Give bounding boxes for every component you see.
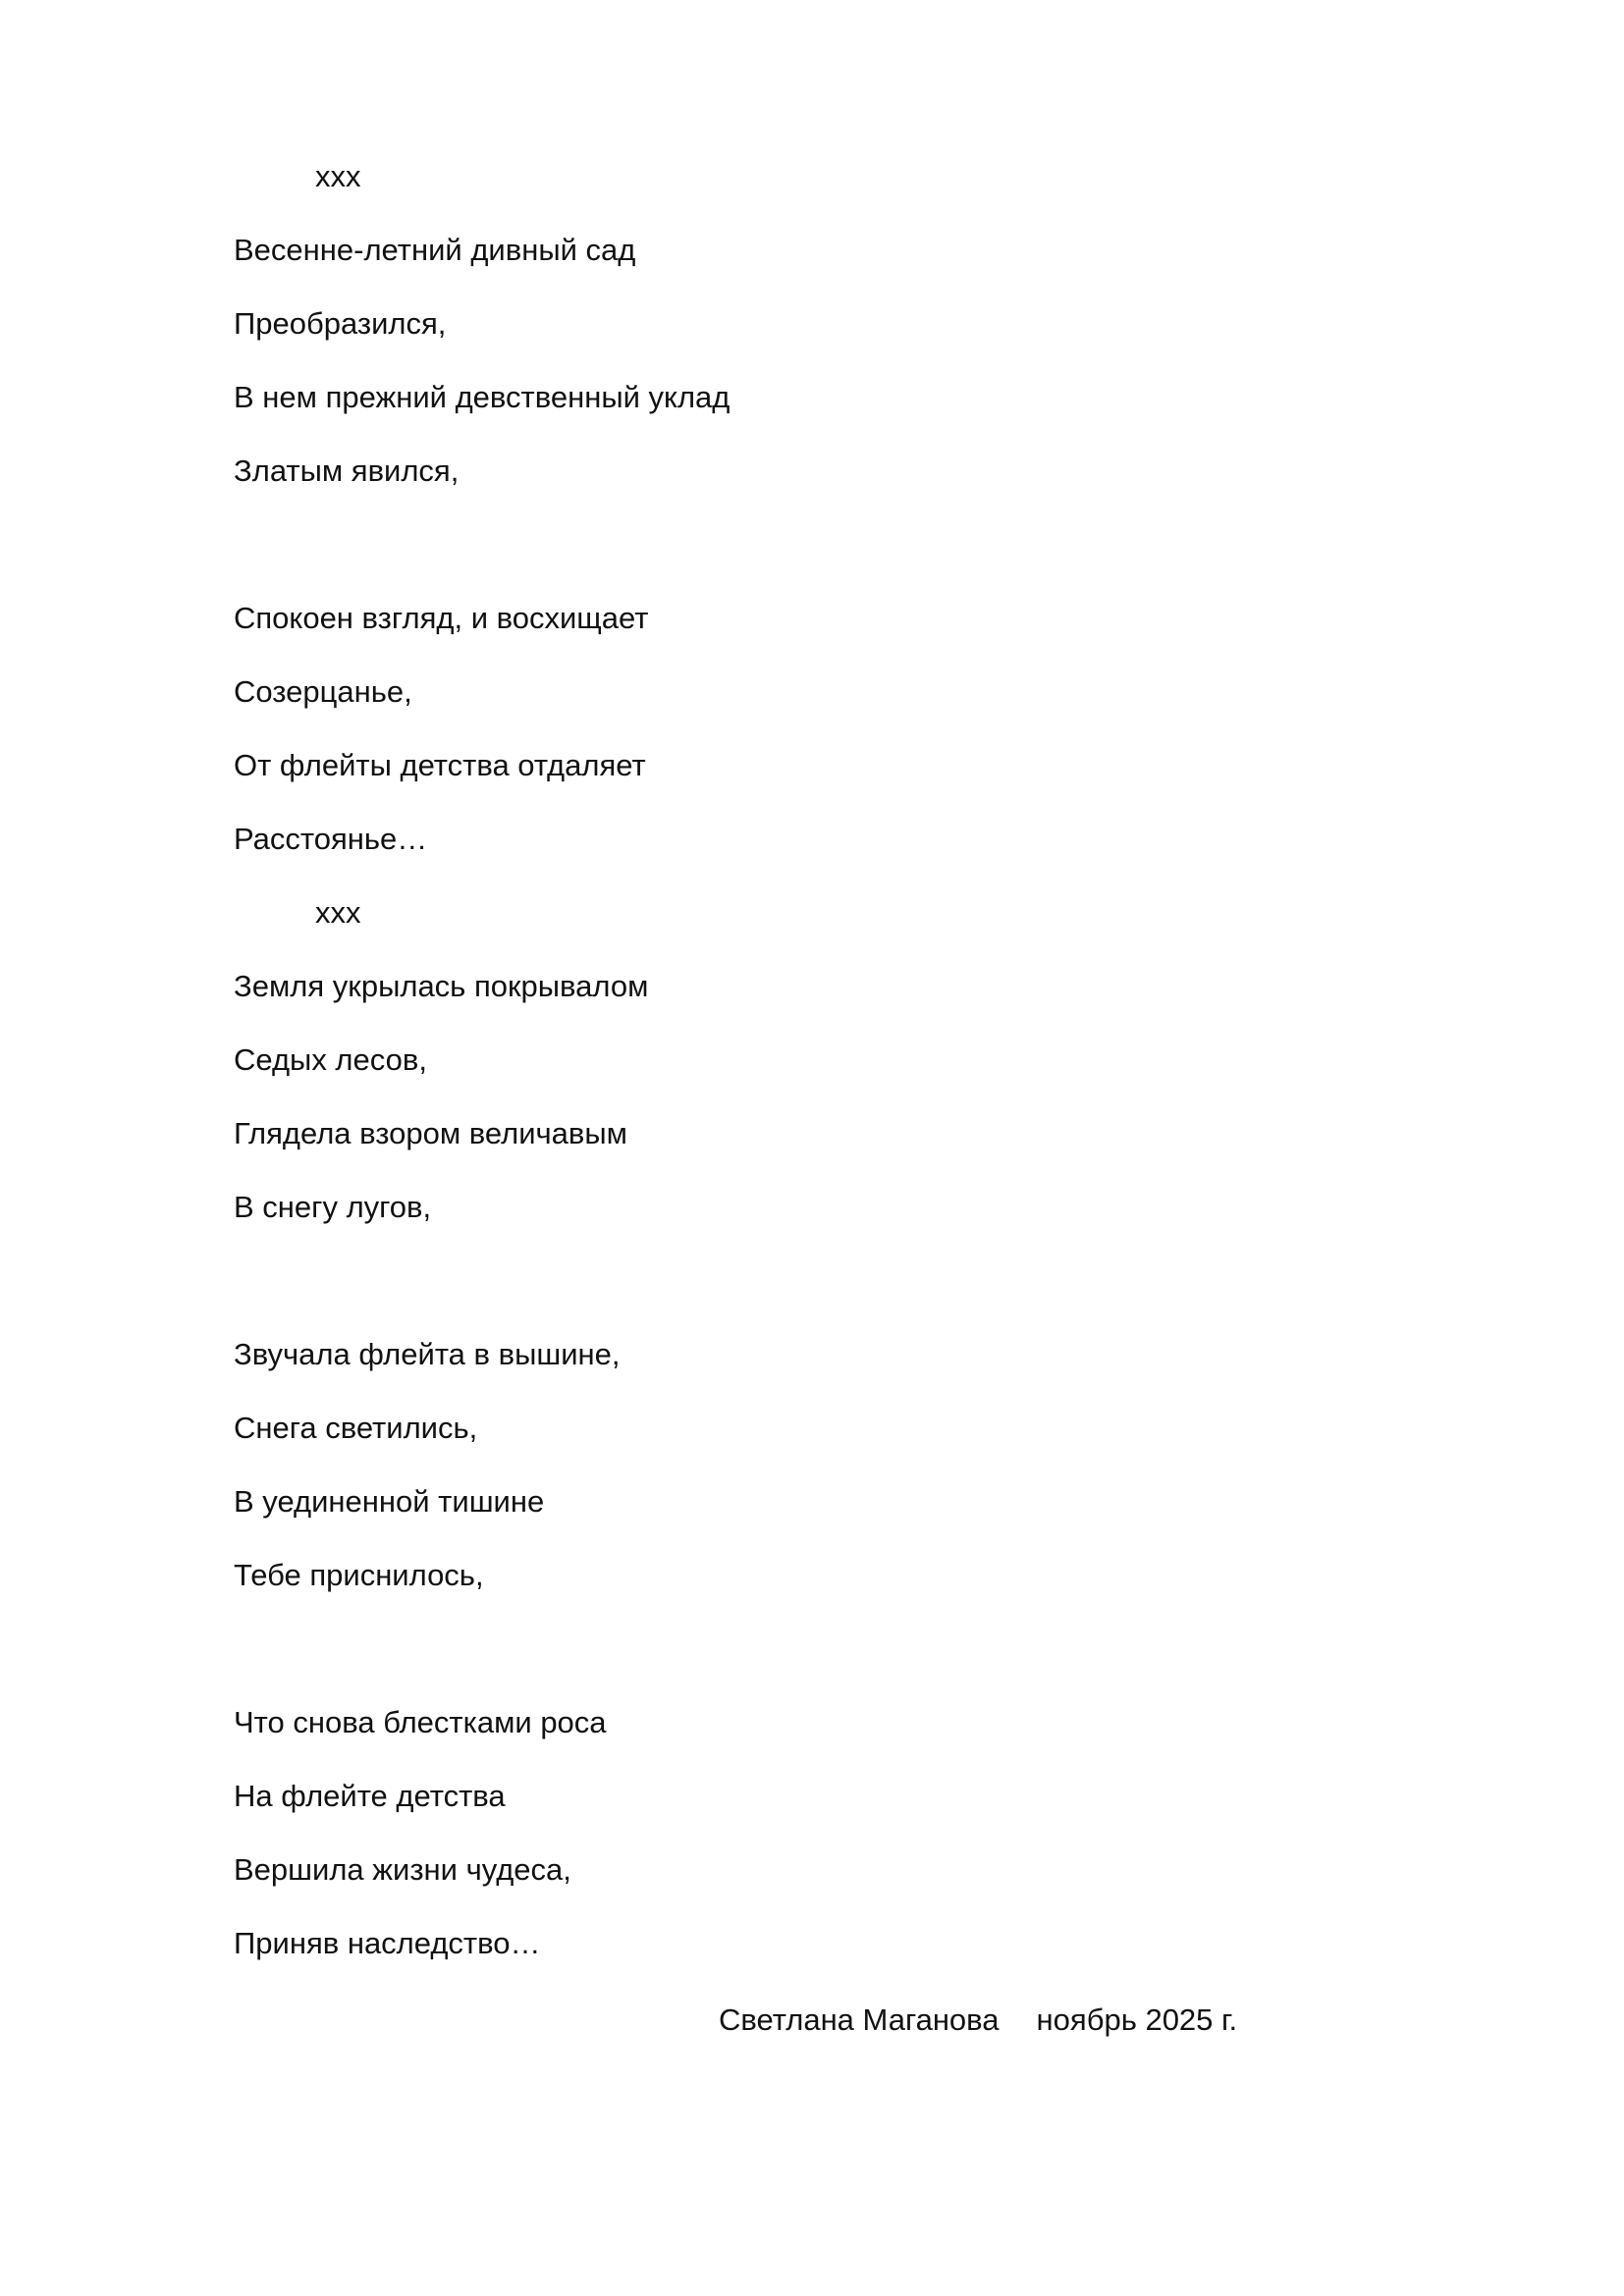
poem-line: Преобразился, bbox=[234, 306, 447, 341]
poem-line: От флейты детства отдаляет bbox=[234, 748, 646, 782]
stanza-separator: ххх bbox=[315, 159, 361, 193]
poem-line: Златым явился, bbox=[234, 454, 460, 488]
poem-line: Весенне-летний дивный сад bbox=[234, 233, 636, 267]
poem-line: Спокоен взгляд, и восхищает bbox=[234, 601, 649, 635]
stanza-gap bbox=[234, 522, 1314, 596]
poem-line: На флейте детства bbox=[234, 1779, 506, 1813]
stanza-gap bbox=[234, 1627, 1314, 1700]
poem-line: Седых лесов, bbox=[234, 1042, 427, 1077]
poem-line: Звучала флейта в вышине, bbox=[234, 1337, 621, 1371]
poem-line: Глядела взором величавым bbox=[234, 1116, 627, 1150]
signature-date: ноябрь 2025 г. bbox=[1036, 2002, 1238, 2037]
author-name: Светлана Маганова bbox=[719, 2002, 1000, 2037]
poem-line: В нем прежний девственный уклад bbox=[234, 380, 731, 414]
poem-line: Что снова блестками роса bbox=[234, 1705, 607, 1739]
poem-line: Снега светились, bbox=[234, 1411, 478, 1445]
poem-line: Земля укрылась покрывалом bbox=[234, 969, 649, 1003]
poem-line: В снегу лугов, bbox=[234, 1190, 432, 1224]
poem bbox=[234, 154, 1314, 1995]
poem-line: В уединенной тишине bbox=[234, 1484, 545, 1519]
signature bbox=[719, 1998, 1237, 2043]
poem-line: Приняв наследство… bbox=[234, 1926, 541, 1960]
poem-line: Тебе приснилось, bbox=[234, 1558, 484, 1592]
stanza-separator: ххх bbox=[315, 895, 361, 930]
poem-line: Вершила жизни чудеса, bbox=[234, 1852, 571, 1887]
poem-line: Созерцанье, bbox=[234, 674, 412, 709]
poem-line: Расстоянье… bbox=[234, 822, 428, 856]
stanza-gap bbox=[234, 1258, 1314, 1332]
